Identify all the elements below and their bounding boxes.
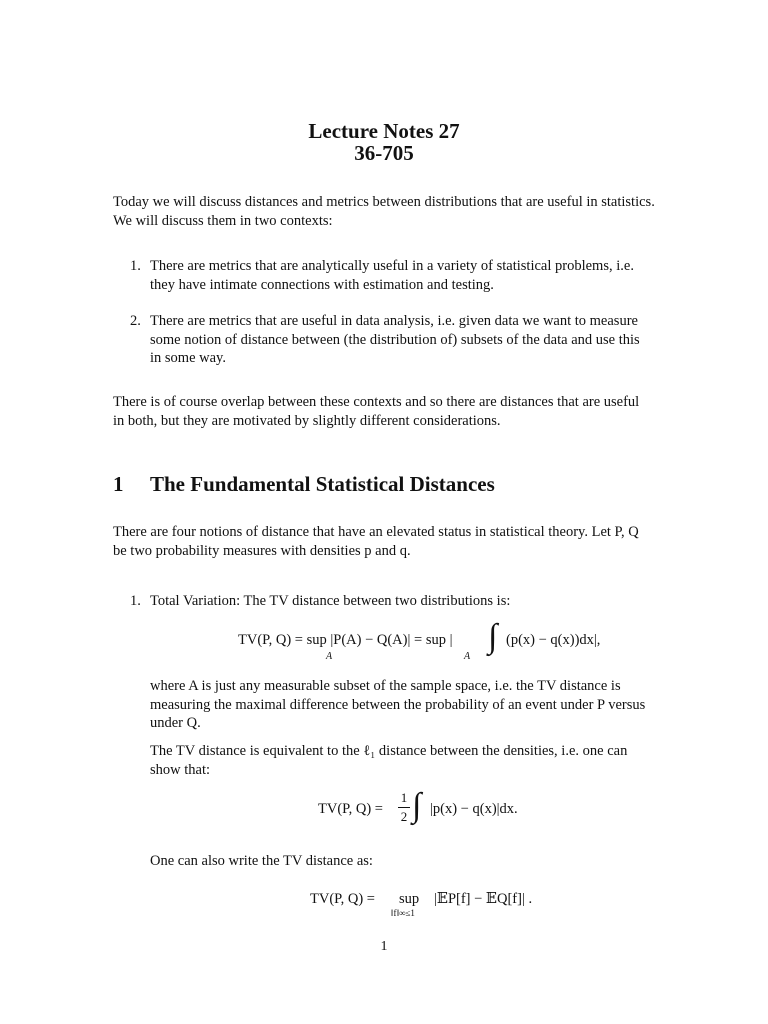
context-2-line-3: in some way. — [150, 350, 226, 366]
tv-equation-3-sup: sup — [399, 891, 420, 907]
integral-icon: ∫ — [412, 787, 422, 824]
overlap-line-1: There is of course overlap between these contexts and so there are distances that are useful — [113, 394, 640, 410]
overlap-line-2: in both, but they are motivated by slightly different considerations. — [113, 413, 501, 429]
tv-where-line-1: where A is just any measurable subset of the sample space, i.e. the TV distance is — [150, 678, 621, 694]
context-1-line-1: There are metrics that are analytically useful in a variety of statistical problems, i.e. — [150, 258, 634, 274]
context-2-line-1: There are metrics that are useful in data analysis, i.e. given data we want to measure — [150, 313, 638, 329]
tv-equation-2-frac-den: 2 — [400, 809, 408, 824]
page-number: 1 — [380, 939, 388, 954]
tv-equation-1-sub-a: A — [326, 651, 333, 662]
intro-line-1: Today we will discuss distances and metrics between distributions that are useful in statistics. — [113, 194, 655, 210]
tv-heading: Total Variation: The TV distance between two distributions is: — [150, 593, 511, 609]
context-1-line-2: they have intimate connections with estimation and testing. — [150, 277, 494, 293]
tv-where-line-3: under Q. — [150, 715, 201, 731]
tv-equation-3-sub: ‖f‖∞≤1 — [391, 908, 415, 918]
tv-equation-2-lhs: TV(P, Q) = — [318, 801, 383, 817]
tv-l1-line-2: show that: — [150, 762, 211, 778]
tv-item-number: 1. — [130, 593, 141, 609]
section-intro-line-2: be two probability measures with densities p and q. — [113, 543, 411, 559]
lecture-title: Lecture Notes 27 — [308, 119, 460, 143]
section-title: The Fundamental Statistical Distances — [150, 472, 495, 496]
section-intro-line-1: There are four notions of distance that have an elevated status in statistical theory. Let P, Q — [113, 524, 639, 540]
tv-equation-1-sub-a2: A — [464, 651, 471, 662]
tv-also-text: One can also write the TV distance as: — [150, 853, 373, 869]
tv-equation-3-rhs: |𝔼P[f] − 𝔼Q[f]| . — [434, 891, 533, 907]
integral-icon: ∫ — [488, 618, 498, 655]
course-number: 36-705 — [354, 141, 414, 165]
context-2-number: 2. — [130, 313, 141, 329]
fraction-bar — [398, 807, 410, 808]
section-number: 1 — [113, 472, 124, 496]
tv-equation-1-lhs: TV(P, Q) = sup |P(A) − Q(A)| = sup | — [238, 632, 453, 648]
tv-equation-2-rhs: |p(x) − q(x)|dx. — [430, 801, 518, 817]
context-2-line-2: some notion of distance between (the distribution of) subsets of the data and use this — [150, 332, 640, 348]
tv-where-line-2: measuring the maximal difference between the probability of an event under P versus — [150, 697, 646, 713]
intro-line-2: We will discuss them in two contexts: — [113, 213, 333, 229]
context-1-number: 1. — [130, 258, 141, 274]
tv-equation-2-frac-num: 1 — [400, 790, 408, 805]
tv-equation-1-rhs: (p(x) − q(x))dx|, — [506, 632, 601, 648]
tv-equation-3-lhs: TV(P, Q) = — [310, 891, 375, 907]
tv-l1-line-1: The TV distance is equivalent to the ℓ₁ distance between the densities, i.e. one can — [150, 743, 628, 759]
